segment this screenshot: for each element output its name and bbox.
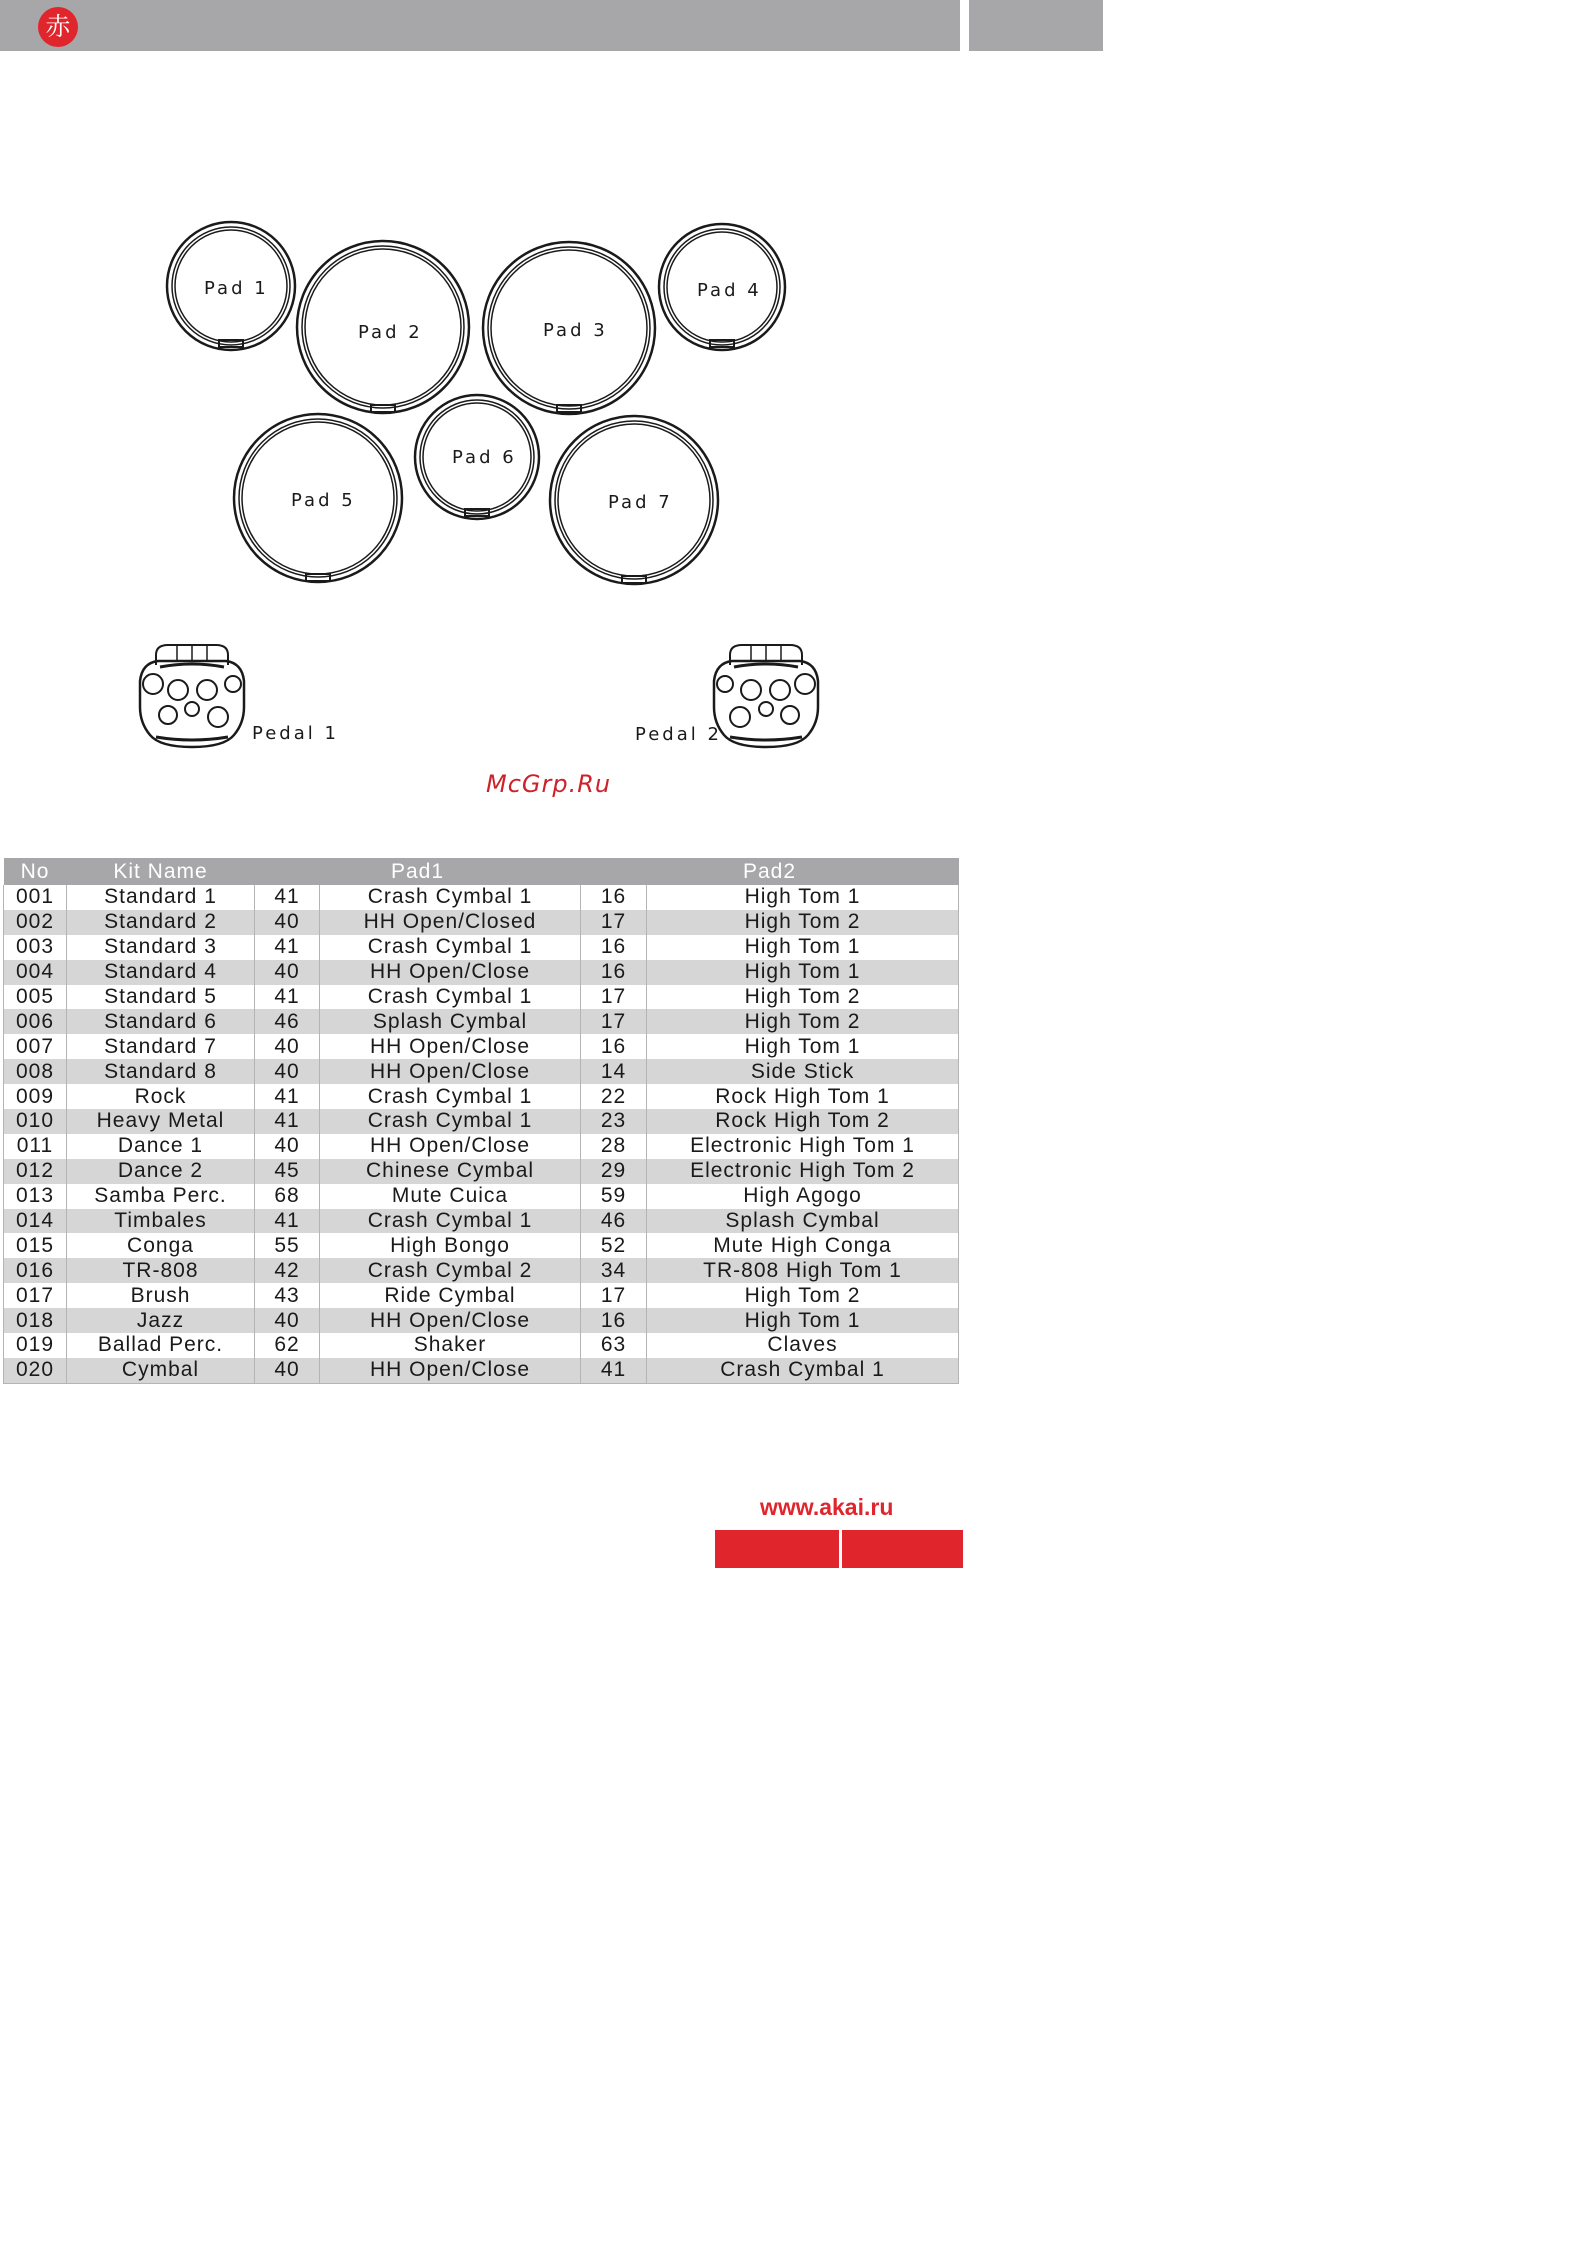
cell-pad1-note: 41 [255, 1084, 320, 1109]
cell-pad2-note: 16 [581, 1034, 647, 1059]
cell-no: 003 [4, 935, 67, 960]
cell-kit-name: TR-808 [67, 1258, 255, 1283]
brand-logo-icon: 赤 [38, 7, 78, 47]
cell-pad2-note: 17 [581, 1009, 647, 1034]
cell-no: 020 [4, 1358, 67, 1383]
header-kit-name: Kit Name [67, 858, 255, 885]
cell-kit-name: Heavy Metal [67, 1109, 255, 1134]
cell-pad2-sound: Rock High Tom 2 [647, 1109, 959, 1134]
cell-pad1-note: 41 [255, 885, 320, 910]
cell-pad2-note: 16 [581, 885, 647, 910]
cell-pad2-note: 63 [581, 1333, 647, 1358]
pad-6-label: Pad 6 [452, 447, 517, 468]
cell-pad1-sound: HH Open/Close [320, 1034, 581, 1059]
cell-pad2-sound: High Tom 1 [647, 935, 959, 960]
cell-kit-name: Standard 8 [67, 1059, 255, 1084]
cell-pad2-sound: High Tom 1 [647, 960, 959, 985]
table-header-row [4, 858, 959, 885]
cell-pad2-note: 52 [581, 1233, 647, 1258]
footer-bar-left [715, 1530, 839, 1568]
header-pad2: Pad2 [581, 858, 959, 885]
cell-kit-name: Dance 1 [67, 1134, 255, 1159]
cell-no: 009 [4, 1084, 67, 1109]
cell-kit-name: Ballad Perc. [67, 1333, 255, 1358]
cell-kit-name: Standard 2 [67, 910, 255, 935]
cell-pad2-note: 29 [581, 1159, 647, 1184]
cell-pad2-note: 17 [581, 985, 647, 1010]
pedal-2-label: Pedal 2 [635, 724, 722, 745]
cell-no: 013 [4, 1184, 67, 1209]
cell-pad1-sound: Splash Cymbal [320, 1009, 581, 1034]
cell-pad1-sound: Mute Cuica [320, 1184, 581, 1209]
table-row [4, 1034, 959, 1059]
cell-no: 004 [4, 960, 67, 985]
pad-3-label: Pad 3 [543, 320, 608, 341]
cell-pad1-sound: HH Open/Close [320, 1059, 581, 1084]
pedal-1-drawing [140, 645, 244, 747]
cell-kit-name: Conga [67, 1233, 255, 1258]
cell-no: 005 [4, 985, 67, 1010]
cell-no: 016 [4, 1258, 67, 1283]
cell-pad1-sound: Chinese Cymbal [320, 1159, 581, 1184]
cell-pad2-note: 23 [581, 1109, 647, 1134]
table-body [4, 885, 959, 1383]
cell-pad2-sound: High Tom 1 [647, 1034, 959, 1059]
cell-kit-name: Rock [67, 1084, 255, 1109]
cell-pad2-note: 16 [581, 1308, 647, 1333]
cell-pad1-note: 40 [255, 1059, 320, 1084]
cell-pad1-sound: Shaker [320, 1333, 581, 1358]
cell-no: 017 [4, 1283, 67, 1308]
header-no: No [4, 858, 67, 885]
website-url: www.akai.ru [760, 1494, 894, 1520]
table-row [4, 1283, 959, 1308]
table-row [4, 935, 959, 960]
table-row [4, 1134, 959, 1159]
cell-pad2-note: 17 [581, 1283, 647, 1308]
cell-kit-name: Timbales [67, 1209, 255, 1234]
cell-pad1-note: 42 [255, 1258, 320, 1283]
cell-pad1-note: 40 [255, 1358, 320, 1383]
cell-pad1-note: 68 [255, 1184, 320, 1209]
cell-pad1-note: 41 [255, 1209, 320, 1234]
cell-pad2-sound: High Tom 1 [647, 1308, 959, 1333]
cell-pad1-sound: Crash Cymbal 1 [320, 1084, 581, 1109]
table-row [4, 960, 959, 985]
table-row [4, 1159, 959, 1184]
cell-pad2-sound: Electronic High Tom 1 [647, 1134, 959, 1159]
cell-no: 015 [4, 1233, 67, 1258]
cell-pad2-sound: Mute High Conga [647, 1233, 959, 1258]
drum-pad-diagram [0, 200, 1103, 760]
table-row [4, 1109, 959, 1134]
cell-no: 008 [4, 1059, 67, 1084]
cell-pad1-note: 46 [255, 1009, 320, 1034]
cell-pad2-note: 41 [581, 1358, 647, 1383]
table-row [4, 985, 959, 1010]
cell-pad2-note: 17 [581, 910, 647, 935]
cell-no: 012 [4, 1159, 67, 1184]
cell-no: 006 [4, 1009, 67, 1034]
cell-no: 011 [4, 1134, 67, 1159]
cell-pad1-note: 40 [255, 1134, 320, 1159]
pad-2-label: Pad 2 [358, 322, 423, 343]
cell-pad2-sound: High Tom 2 [647, 1283, 959, 1308]
cell-pad1-note: 40 [255, 1034, 320, 1059]
pedal-2-drawing [714, 645, 818, 747]
table-row [4, 1059, 959, 1084]
drum-kit-table [3, 858, 959, 1384]
cell-no: 001 [4, 885, 67, 910]
pad-5-label: Pad 5 [291, 490, 356, 511]
cell-pad1-note: 41 [255, 1109, 320, 1134]
cell-pad2-sound: TR-808 High Tom 1 [647, 1258, 959, 1283]
cell-pad1-sound: Crash Cymbal 1 [320, 885, 581, 910]
cell-pad1-sound: Crash Cymbal 1 [320, 1209, 581, 1234]
cell-kit-name: Cymbal [67, 1358, 255, 1383]
cell-pad1-note: 45 [255, 1159, 320, 1184]
cell-pad1-note: 55 [255, 1233, 320, 1258]
cell-pad1-note: 40 [255, 960, 320, 985]
cell-pad1-sound: HH Open/Close [320, 960, 581, 985]
cell-pad2-sound: Side Stick [647, 1059, 959, 1084]
pad-7-label: Pad 7 [608, 492, 673, 513]
cell-pad1-sound: Ride Cymbal [320, 1283, 581, 1308]
pedal-1-label: Pedal 1 [252, 723, 339, 744]
cell-no: 014 [4, 1209, 67, 1234]
cell-pad2-note: 16 [581, 960, 647, 985]
cell-pad1-sound: Crash Cymbal 1 [320, 935, 581, 960]
cell-pad2-note: 46 [581, 1209, 647, 1234]
table-row [4, 910, 959, 935]
table-row [4, 1184, 959, 1209]
cell-pad2-note: 28 [581, 1134, 647, 1159]
cell-kit-name: Standard 3 [67, 935, 255, 960]
cell-pad1-note: 40 [255, 1308, 320, 1333]
cell-pad1-sound: HH Open/Close [320, 1358, 581, 1383]
cell-pad2-note: 14 [581, 1059, 647, 1084]
cell-pad2-sound: High Tom 2 [647, 1009, 959, 1034]
cell-pad2-note: 22 [581, 1084, 647, 1109]
header-bar-right [969, 0, 1103, 51]
table-row [4, 1258, 959, 1283]
cell-kit-name: Jazz [67, 1308, 255, 1333]
cell-pad1-sound: Crash Cymbal 2 [320, 1258, 581, 1283]
table-row [4, 1358, 959, 1383]
cell-pad2-note: 16 [581, 935, 647, 960]
pad-1-label: Pad 1 [204, 278, 269, 299]
cell-kit-name: Standard 6 [67, 1009, 255, 1034]
cell-pad1-sound: HH Open/Closed [320, 910, 581, 935]
table-row [4, 1308, 959, 1333]
header-bar [0, 0, 960, 51]
cell-pad2-sound: Claves [647, 1333, 959, 1358]
pad-4-label: Pad 4 [697, 280, 762, 301]
cell-pad2-sound: High Tom 1 [647, 885, 959, 910]
cell-pad2-sound: Crash Cymbal 1 [647, 1358, 959, 1383]
cell-pad2-sound: Rock High Tom 1 [647, 1084, 959, 1109]
cell-kit-name: Standard 7 [67, 1034, 255, 1059]
cell-pad1-sound: HH Open/Close [320, 1308, 581, 1333]
cell-pad2-note: 34 [581, 1258, 647, 1283]
cell-no: 019 [4, 1333, 67, 1358]
cell-no: 018 [4, 1308, 67, 1333]
cell-no: 010 [4, 1109, 67, 1134]
cell-pad1-sound: HH Open/Close [320, 1134, 581, 1159]
cell-kit-name: Standard 1 [67, 885, 255, 910]
cell-no: 007 [4, 1034, 67, 1059]
cell-pad2-note: 59 [581, 1184, 647, 1209]
cell-kit-name: Dance 2 [67, 1159, 255, 1184]
cell-pad1-note: 62 [255, 1333, 320, 1358]
cell-pad1-note: 41 [255, 935, 320, 960]
cell-pad2-sound: High Tom 2 [647, 910, 959, 935]
table-row [4, 1333, 959, 1358]
cell-kit-name: Standard 5 [67, 985, 255, 1010]
table-row [4, 1209, 959, 1234]
cell-no: 002 [4, 910, 67, 935]
cell-pad2-sound: High Agogo [647, 1184, 959, 1209]
table-row [4, 885, 959, 910]
cell-pad1-note: 43 [255, 1283, 320, 1308]
table-row [4, 1084, 959, 1109]
cell-pad2-sound: Splash Cymbal [647, 1209, 959, 1234]
watermark-text: McGrp.Ru [486, 770, 612, 798]
cell-pad1-note: 40 [255, 910, 320, 935]
cell-pad1-sound: Crash Cymbal 1 [320, 1109, 581, 1134]
cell-pad1-sound: Crash Cymbal 1 [320, 985, 581, 1010]
cell-pad1-sound: High Bongo [320, 1233, 581, 1258]
cell-pad2-sound: Electronic High Tom 2 [647, 1159, 959, 1184]
table-row [4, 1009, 959, 1034]
table-row [4, 1233, 959, 1258]
cell-kit-name: Samba Perc. [67, 1184, 255, 1209]
cell-pad2-sound: High Tom 2 [647, 985, 959, 1010]
cell-pad1-note: 41 [255, 985, 320, 1010]
cell-kit-name: Standard 4 [67, 960, 255, 985]
footer-bar-right [842, 1530, 963, 1568]
header-pad1: Pad1 [255, 858, 581, 885]
cell-kit-name: Brush [67, 1283, 255, 1308]
